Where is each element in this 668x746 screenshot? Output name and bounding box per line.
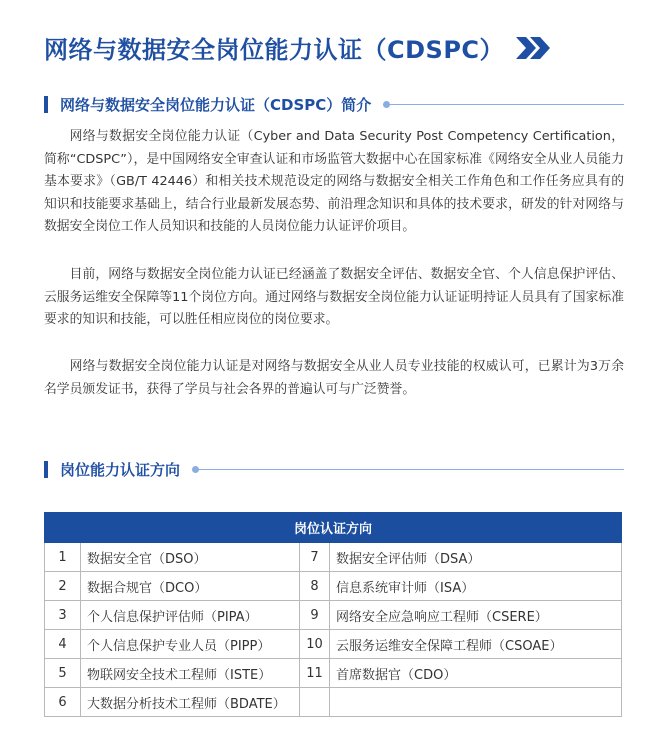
direction-name: 个人信息保护评估师（PIPA）: [81, 601, 300, 630]
direction-name: 个人信息保护专业人员（PIPP）: [81, 630, 300, 659]
table-row: [45, 572, 622, 601]
direction-name: 数据合规官（DCO）: [81, 572, 300, 601]
row-number: 8: [300, 572, 330, 601]
row-number: 2: [45, 572, 81, 601]
table-body: [45, 543, 622, 717]
intro-paragraph-2: 目前，网络与数据安全岗位能力认证已经涵盖了数据安全评估、数据安全官、个人信息保护评估、云服务运维安全保障等11个岗位方向。通过网络与数据安全岗位能力认证证明持证人员具有了国家标准要求的知识和技能，可以胜任相应岗位的岗位要求。: [44, 267, 624, 327]
double-chevron-right-icon: [514, 35, 554, 61]
direction-name: 首席数据官（CDO）: [330, 659, 622, 688]
direction-name: 数据安全评估师（DSA）: [330, 543, 622, 572]
direction-name: 信息系统审计师（ISA）: [330, 572, 622, 601]
table-header: 岗位认证方向: [45, 513, 622, 543]
row-number: 11: [300, 659, 330, 688]
row-number: 1: [45, 543, 81, 572]
row-number: 6: [45, 688, 81, 717]
intro-heading-text: 网络与数据安全岗位能力认证（CDSPC）简介: [60, 96, 372, 114]
table-row: [45, 688, 622, 717]
row-number: 9: [300, 601, 330, 630]
directions-section-heading: [44, 459, 624, 480]
row-number: 3: [45, 601, 81, 630]
intro-paragraph-3: 网络与数据安全岗位能力认证是对网络与数据安全从业人员专业技能的权威认可，已累计为3万余名学员颁发证书，获得了学员与社会各界的普遍认可与广泛赞誉。: [44, 359, 624, 397]
table-header-row: [45, 513, 622, 543]
direction-name: 云服务运维安全保障工程师（CSOAE）: [330, 630, 622, 659]
table-row: [45, 630, 622, 659]
direction-name: 物联网安全技术工程师（ISTE）: [81, 659, 300, 688]
table-row: [45, 659, 622, 688]
row-number: 5: [45, 659, 81, 688]
table-row: [45, 601, 622, 630]
row-number: 10: [300, 630, 330, 659]
heading-divider-line: [192, 469, 624, 470]
row-number: 4: [45, 630, 81, 659]
certification-directions-table: [44, 512, 622, 717]
heading-divider-line: [383, 104, 624, 105]
direction-name: 大数据分析技术工程师（BDATE）: [81, 688, 300, 717]
intro-paragraph-1: 网络与数据安全岗位能力认证（Cyber and Data Security Post Competency Certification，简称“CDSPC”），是中国网络安全审查认证和市场监管大数据中心在国家标准《网络安全从业人员能力基本要求》（GB/T 42446）和相关技术规范设定的网络与数据安全相关工作角色和工作任务应具有的知识和技能要求基础上，结合行业最新发展态势、前沿理念知识和具体的技术要求，研发的针对网络与数据安全岗位工作人员知识和技能的人员岗位能力认证评价项目。: [44, 129, 624, 234]
row-number: [300, 688, 330, 717]
page-title-text: 网络与数据安全岗位能力认证（CDSPC）: [44, 36, 505, 64]
table-row: [45, 543, 622, 572]
page-title: [44, 30, 554, 65]
direction-name: 数据安全官（DSO）: [81, 543, 300, 572]
row-number: 7: [300, 543, 330, 572]
heading-bar: [44, 461, 48, 478]
heading-bar: [44, 96, 48, 113]
direction-name: 网络安全应急响应工程师（CSERE）: [330, 601, 622, 630]
intro-section-heading: [44, 94, 624, 115]
directions-heading-text: 岗位能力认证方向: [60, 461, 181, 479]
direction-name: [330, 688, 622, 717]
